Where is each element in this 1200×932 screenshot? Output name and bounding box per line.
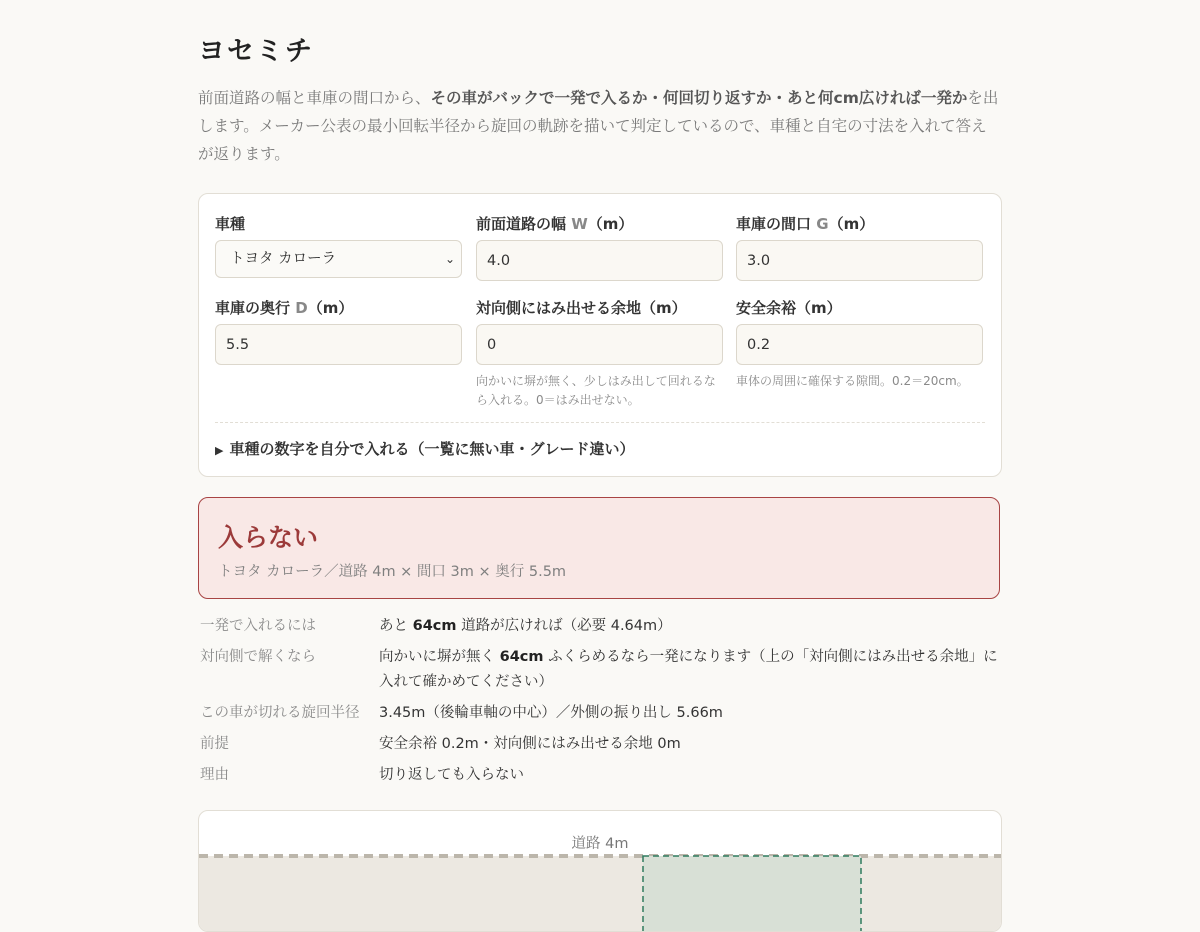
input-form <box>198 193 1002 477</box>
chevron-down-icon: ⌄ <box>444 252 455 266</box>
diagram-svg <box>199 811 1001 931</box>
car-label: 車種 <box>215 215 246 233</box>
verdict-panel <box>198 497 1000 599</box>
result-key: 理由 <box>200 767 229 783</box>
disclosure-triangle-icon: ▶ <box>215 444 224 457</box>
result-value: 安全余裕 0.2m・対向側にはみ出せる余地 0m <box>379 736 681 752</box>
car-select[interactable] <box>215 240 462 278</box>
garage-depth-label: 車庫の奥行 D（m） <box>215 299 354 317</box>
margin-hint: 車体の周囲に確保する隙間。0.2＝20cm。 <box>736 374 969 388</box>
intro-bold: その車がバックで一発で入るか・何回切り返すか・あと何cm広ければ一発か <box>430 89 968 107</box>
result-row <box>200 763 1000 788</box>
intro-text <box>198 84 1002 168</box>
result-value: 向かいに塀が無く 64cm ふくらめるなら一発になります（上の「対向側にはみ出せる余地」に入れて確かめてください） <box>379 649 998 690</box>
custom-car-toggle-label: 車種の数字を自分で入れる（一覧に無い車・グレード違い） <box>229 440 635 458</box>
result-details <box>200 614 1000 794</box>
divider <box>215 422 985 423</box>
page <box>198 0 1002 852</box>
result-value: 切り返しても入らない <box>379 767 524 783</box>
road-width-field <box>476 214 725 269</box>
garage-opening-label: 車庫の間口 G（m） <box>736 215 875 233</box>
app-title: ヨセミチ <box>198 36 314 67</box>
car-select-value: トヨタ カローラ <box>230 251 337 267</box>
overhang-field <box>476 298 725 407</box>
verdict-title: 入らない <box>218 523 319 552</box>
margin-input[interactable]: 0.2 <box>736 324 983 365</box>
result-row <box>200 645 1000 695</box>
garage-depth-field <box>215 298 464 353</box>
result-key: 対向側で解くなら <box>200 649 316 665</box>
overhang-label: 対向側にはみ出せる余地（m） <box>476 299 687 317</box>
custom-car-toggle[interactable] <box>215 438 634 459</box>
result-value: 3.45m（後輪車軸の中心）／外側の振り出し 5.66m <box>379 705 723 721</box>
result-value: あと 64cm 道路が広ければ（必要 4.64m） <box>379 618 672 634</box>
garage-opening-input[interactable]: 3.0 <box>736 240 983 281</box>
margin-label: 安全余裕（m） <box>736 299 842 317</box>
intro-part2: を出します。メーカー公表の最小回転半径から旋回の軌跡を描いて判定しているので、車種と自宅の寸法を入れて答えが返ります。 <box>198 89 999 163</box>
result-key: 前提 <box>200 736 229 752</box>
car-field <box>215 214 464 267</box>
garage-depth-input[interactable]: 5.5 <box>215 324 462 365</box>
result-row <box>200 701 1000 726</box>
road-label: 道路 4m <box>571 836 629 852</box>
garage-opening-field <box>736 214 985 269</box>
result-key: 一発で入れるには <box>200 618 316 634</box>
road-width-label: 前面道路の幅 W（m） <box>476 215 634 233</box>
margin-field <box>736 298 985 388</box>
result-row <box>200 614 1000 639</box>
garage-area <box>643 856 861 931</box>
intro-part1: 前面道路の幅と車庫の間口から、 <box>198 89 431 107</box>
road-surface <box>199 856 1001 931</box>
result-row <box>200 732 1000 757</box>
overhang-input[interactable]: 0 <box>476 324 723 365</box>
overhang-hint: 向かいに塀が無く、少しはみ出して回れるなら入れる。0＝はみ出せない。 <box>476 374 716 407</box>
result-key: この車が切れる旋回半径 <box>200 705 360 721</box>
verdict-summary: トヨタ カローラ／道路 4m × 間口 3m × 奥行 5.5m <box>218 564 567 580</box>
maneuver-diagram <box>198 810 1002 932</box>
road-width-input[interactable]: 4.0 <box>476 240 723 281</box>
